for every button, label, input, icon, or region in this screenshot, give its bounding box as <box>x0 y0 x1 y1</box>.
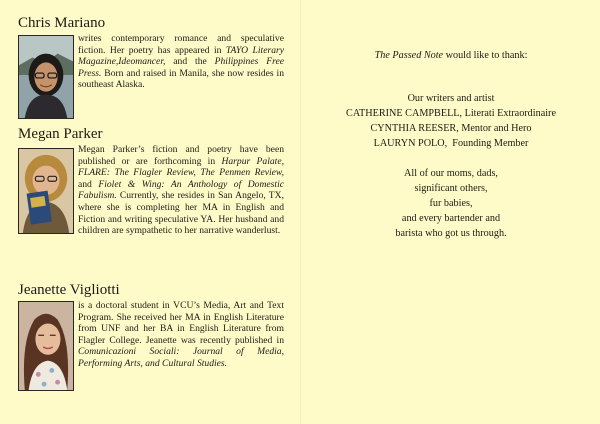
writers-line: Our writers and artist <box>407 93 495 104</box>
closing-line: significant others, <box>414 183 488 194</box>
portrait-photo <box>19 36 73 118</box>
author-photo-jeanette-vigliotti <box>18 301 74 391</box>
page-fold <box>300 0 301 424</box>
closing-thanks <box>320 166 582 241</box>
bio-megan-parker <box>18 126 284 237</box>
closing-line: fur babies, <box>429 198 473 209</box>
author-name: Megan Parker <box>18 126 103 142</box>
author-photo-megan-parker <box>18 148 74 234</box>
thanks-person: CYNTHIA REESER, Mentor and Hero <box>370 123 532 134</box>
acknowledgements-list <box>320 91 582 151</box>
portrait-photo <box>19 149 73 233</box>
portrait-photo <box>19 302 73 390</box>
thanks-person: LAURYN POLO, Founding Member <box>373 138 529 149</box>
closing-line: and every bartender and <box>401 213 501 224</box>
author-name: Jeanette Vigliotti <box>18 282 120 298</box>
bio-jeanette-vigliotti <box>18 282 284 391</box>
author-bio: is a doctoral student in VCU’s Media, Art and Text Program. She received her MA in English Literature from UNF and her BA in English Literature from Flagler College. Jeanette was recently published in Comunicazioni Sociali: Journal of Media, Performing Arts, and Cultural Studies. <box>78 300 284 369</box>
author-bio: writes contemporary romance and speculative fiction. Her poetry has appeared in TAYO Literary Magazine,Ideomancer, and the Philippines Free Press. Born and raised in Manila, she now resides in southeast Alaska. <box>78 33 284 91</box>
acknowledgements <box>320 48 582 63</box>
closing-line: barista who got us through. <box>395 228 507 239</box>
author-photo-chris-mariano <box>18 35 74 119</box>
closing-line: All of our moms, dads, <box>404 168 498 179</box>
bio-chris-mariano <box>18 15 284 119</box>
thanks-intro: The Passed Note would like to thank: <box>374 50 528 61</box>
author-name: Chris Mariano <box>18 15 106 31</box>
author-bio: Megan Parker’s fiction and poetry have been published or are forthcoming in Harpur Palate, FLARE: The Flagler Review, The Penmen Review, and Fiolet & Wing: An Anthology of Domestic Fabulism. Currently, she resides in San Angelo, TX, where she is completing her MA in English and Fiction and writing speculative YA. Her husband and children are sympathetic to her narrative wanderlust. <box>78 144 284 237</box>
thanks-person: CATHERINE CAMPBELL, Literati Extraordinaire <box>346 108 556 119</box>
